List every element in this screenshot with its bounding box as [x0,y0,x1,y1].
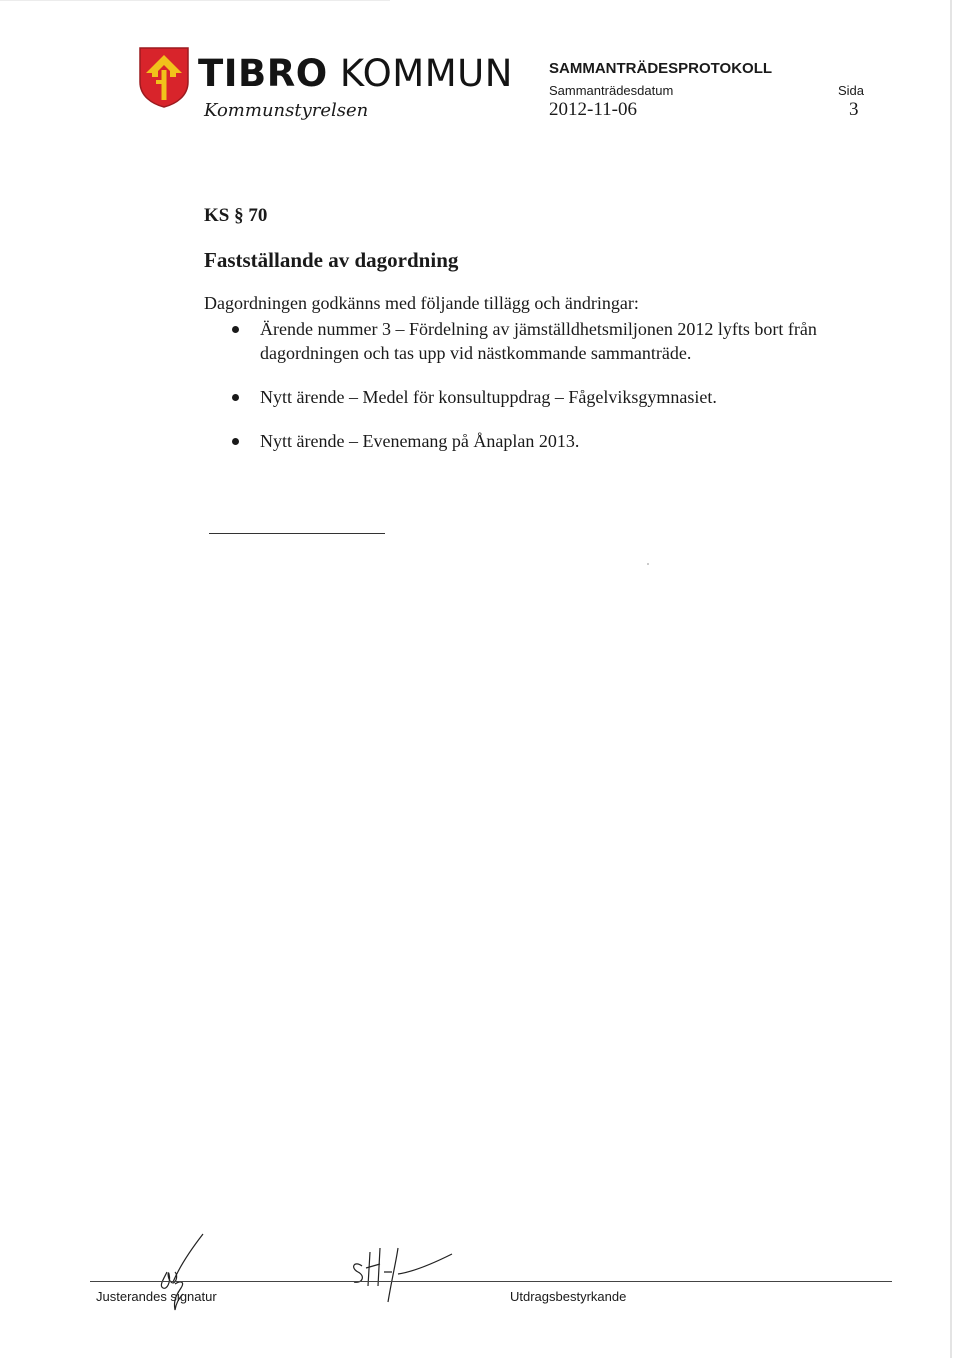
list-item [204,385,844,409]
scan-edge-right [950,0,952,1358]
certification-label: Utdragsbestyrkande [510,1289,627,1304]
brand-bold: TIBRO [198,52,328,95]
municipality-name [198,52,513,96]
section-title: Fastställande av dagordning [204,248,459,272]
scan-speck [647,563,649,565]
department-name: Kommunstyrelsen [204,100,369,121]
date-label: Sammanträdesdatum [549,83,674,98]
bullet-icon [232,326,239,333]
scan-edge-top [0,0,390,1]
signature-certifier [340,1238,460,1308]
signature-line [90,1281,892,1282]
agenda-changes-list [204,317,844,453]
list-item-text: Nytt ärende – Evenemang på Ånaplan 2013. [260,431,580,451]
page-label: Sida [838,83,865,98]
list-item-text: Nytt ärende – Medel för konsultuppdrag – Fågelviksgymnasiet. [260,387,717,407]
meeting-date: 2012-11-06 [549,99,637,120]
adjuster-signature-label: Justerandes signatur [96,1289,217,1304]
section-intro: Dagordningen godkänns med följande tillägg och ändringar: [204,293,639,313]
list-item-text: Ärende nummer 3 – Fördelning av jämställdhetsmiljonen 2012 lyfts bort från dagordningen och tas upp vid nästkommande sammanträde. [260,319,817,363]
brand-light: KOMMUN [339,52,513,95]
document-type: SAMMANTRÄDESPROTOKOLL [549,60,773,77]
bullet-icon [232,438,239,445]
page-number: 3 [849,99,859,120]
section-end-rule [209,533,385,534]
coat-of-arms-icon [138,46,190,108]
list-item [204,429,844,453]
bullet-icon [232,394,239,401]
section-number: KS § 70 [204,205,268,226]
list-item [204,317,844,365]
